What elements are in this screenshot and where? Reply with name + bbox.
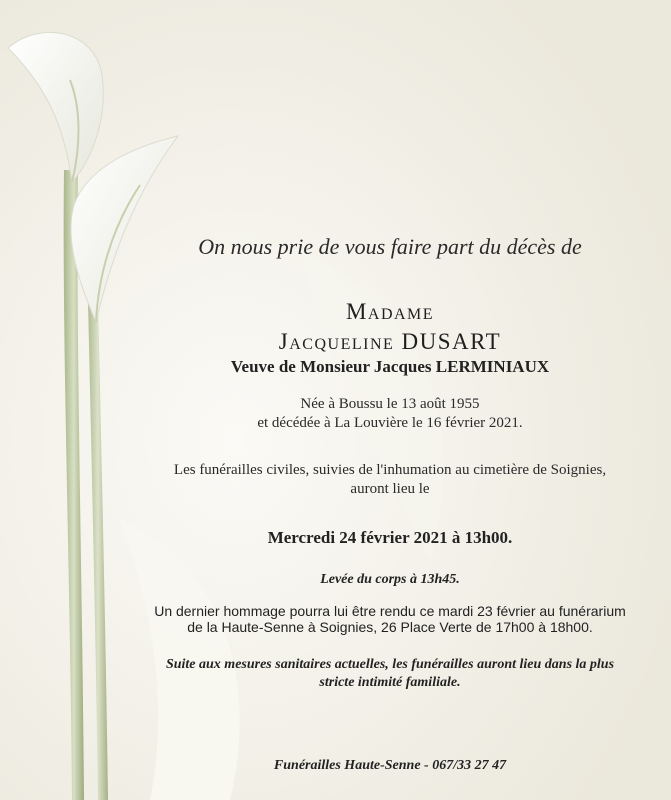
levee-du-corps: Levée du corps à 13h45. bbox=[320, 572, 460, 587]
homage-line-2: de la Haute-Senne à Soignies, 26 Place Verte de 17h00 à 18h00. bbox=[187, 619, 593, 635]
title-madame: Madame bbox=[345, 299, 435, 324]
sanitary-measures-line-1: Suite aux mesures sanitaires actuelles, les funérailles auront lieu dans la plus bbox=[165, 657, 615, 672]
deceased-name bbox=[130, 329, 650, 355]
widow-line: Veuve de Monsieur Jacques LERMINIAUX bbox=[230, 357, 550, 376]
funeral-line-2: auront lieu le bbox=[350, 481, 430, 497]
sanitary-measures-line-2: stricte intimité familiale. bbox=[319, 675, 461, 690]
birth-line: Née à Boussu le 13 août 1955 bbox=[300, 396, 480, 412]
first-name: Jacqueline bbox=[278, 329, 395, 354]
homage-line-1: Un dernier hommage pourra lui être rendu ce mardi 23 février au funérarium bbox=[154, 603, 626, 619]
last-name: DUSART bbox=[401, 329, 502, 354]
intro-text: On nous prie de vous faire part du décès de bbox=[198, 234, 582, 259]
death-line: et décédée à La Louvière le 16 février 2021. bbox=[257, 415, 523, 431]
funeral-line-1: Les funérailles civiles, suivies de l'inhumation au cimetière de Soignies, bbox=[173, 462, 607, 478]
funeral-date: Mercredi 24 février 2021 à 13h00. bbox=[267, 528, 513, 547]
funeral-home-footer: Funérailles Haute-Senne - 067/33 27 47 bbox=[273, 758, 507, 773]
